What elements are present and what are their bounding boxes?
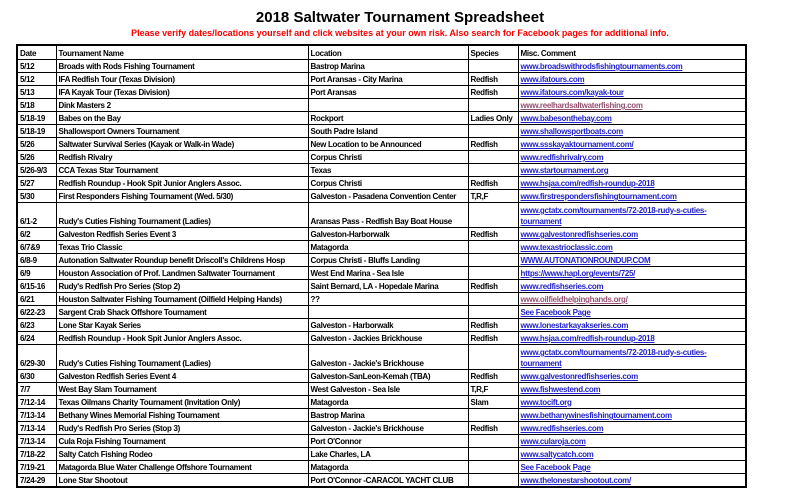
website-link[interactable]: https://www.hapl.org/events/725/ [520,269,636,278]
location-cell: Port O'Connor [308,435,468,448]
table-row [17,138,746,151]
location-cell: Corpus Christi [308,177,468,190]
tournament-name-cell: Texas Trio Classic [56,241,308,254]
comment-cell [518,203,746,228]
table-row [17,306,746,319]
table-row [17,396,746,409]
table-row [17,254,746,267]
comment-cell [518,99,746,112]
location-cell: Bastrop Marina [308,60,468,73]
date-cell: 5/30 [17,190,56,203]
table-row [17,228,746,241]
table-row [17,190,746,203]
species-cell [468,448,518,461]
comment-cell [518,241,746,254]
tournament-name-cell: Rudy's Redfish Pro Series (Stop 2) [56,280,308,293]
comment-cell [518,435,746,448]
tournament-name-cell: Rudy's Cuties Fishing Tournament (Ladies) [56,203,308,228]
location-cell: Galveston - Jackie's Brickhouse [308,422,468,435]
date-cell: 6/2 [17,228,56,241]
website-link[interactable]: www.broadswithrodsfishingtournaments.com [520,62,683,71]
species-cell [468,125,518,138]
species-cell: Redfish [468,370,518,383]
website-link[interactable]: www.startournament.org [520,166,609,175]
date-cell: 5/18-19 [17,125,56,138]
date-cell: 7/19-21 [17,461,56,474]
location-cell: Bastrop Marina [308,409,468,422]
comment-cell [518,306,746,319]
location-cell: Texas [308,164,468,177]
table-row [17,435,746,448]
tournament-name-cell: Lone Star Kayak Series [56,319,308,332]
species-cell [468,203,518,228]
location-cell: Port O'Connor -CARACOL YACHT CLUB [308,474,468,488]
website-link[interactable]: www.redfishseries.com [520,282,604,291]
comment-cell [518,422,746,435]
table-row [17,383,746,396]
tournament-name-cell: Galveston Redfish Series Event 3 [56,228,308,241]
location-cell: Matagorda [308,461,468,474]
species-cell: Redfish [468,319,518,332]
date-cell: 6/7&9 [17,241,56,254]
location-cell: Saint Bernard, LA - Hopedale Marina [308,280,468,293]
date-cell: 6/22-23 [17,306,56,319]
tournament-name-cell: Rudy's Redfish Pro Series (Stop 3) [56,422,308,435]
table-row [17,73,746,86]
tournament-name-cell: Redfish Roundup - Hook Spit Junior Anglers Assoc. [56,332,308,345]
location-cell: Rockport [308,112,468,125]
date-cell: 5/26-9/3 [17,164,56,177]
species-cell [468,435,518,448]
website-link[interactable]: www.reelhardsaltwaterfishing.com [520,101,643,110]
date-cell: 6/15-16 [17,280,56,293]
comment-cell [518,177,746,190]
table-row [17,60,746,73]
table-row [17,422,746,435]
table-row [17,177,746,190]
comment-cell [518,86,746,99]
table-row [17,125,746,138]
date-cell: 5/26 [17,151,56,164]
tournament-name-cell: Lone Star Shootout [56,474,308,488]
website-link[interactable]: www.cularoja.com [520,437,586,446]
species-cell: Redfish [468,177,518,190]
date-cell: 5/26 [17,138,56,151]
tournament-name-cell: Matagorda Blue Water Challenge Offshore Tournament [56,461,308,474]
date-cell: 6/21 [17,293,56,306]
date-cell: 6/8-9 [17,254,56,267]
table-row [17,319,746,332]
species-cell: Redfish [468,332,518,345]
tournament-name-cell: Rudy's Cuties Fishing Tournament (Ladies) [56,345,308,370]
website-link[interactable]: www.hsjaa.com/redfish-roundup-2018 [520,179,655,188]
species-cell [468,254,518,267]
comment-cell [518,332,746,345]
table-row [17,332,746,345]
date-cell: 6/24 [17,332,56,345]
species-cell [468,267,518,280]
table-row [17,448,746,461]
comment-cell [518,280,746,293]
date-cell: 7/13-14 [17,409,56,422]
website-link[interactable]: www.gctatx.com/tournaments/72-2018-rudy-s-cuties-tournament [520,348,707,368]
date-cell: 7/18-22 [17,448,56,461]
comment-cell [518,60,746,73]
date-cell: 5/12 [17,73,56,86]
table-row [17,112,746,125]
tournament-name-cell: Autonation Saltwater Roundup benefit Driscoll's Childrens Hosp [56,254,308,267]
website-link[interactable]: www.galvestonredfishseries.com [520,372,638,381]
tournament-name-cell: Cula Roja Fishing Tournament [56,435,308,448]
species-cell [468,474,518,488]
comment-cell [518,448,746,461]
column-header-tournament-name: Tournament Name [56,45,308,60]
tournament-name-cell: Shallowsport Owners Tournament [56,125,308,138]
website-link[interactable]: www.galvestonredfishseries.com [520,230,638,239]
tournament-name-cell: CCA Texas Star Tournament [56,164,308,177]
tournament-name-cell: IFA Kayak Tour (Texas Division) [56,86,308,99]
location-cell: Matagorda [308,241,468,254]
tournament-name-cell: Broads with Rods Fishing Tournament [56,60,308,73]
date-cell: 6/9 [17,267,56,280]
tournament-name-cell: Bethany Wines Memorial Fishing Tournament [56,409,308,422]
comment-cell [518,319,746,332]
date-cell: 7/13-14 [17,422,56,435]
tournament-name-cell: Houston Association of Prof. Landmen Saltwater Tournament [56,267,308,280]
column-header-species: Species [468,45,518,60]
date-cell: 7/7 [17,383,56,396]
website-link[interactable]: www.texastrioclassic.com [520,243,613,252]
location-cell: Galveston - Harborwalk [308,319,468,332]
tournament-name-cell: Dink Masters 2 [56,99,308,112]
location-cell: ?? [308,293,468,306]
website-link[interactable]: www.ifatours.com [520,75,585,84]
location-cell [308,99,468,112]
table-row [17,241,746,254]
website-link[interactable]: www.saltycatch.com [520,450,594,459]
comment-cell [518,267,746,280]
tournament-name-cell: First Responders Fishing Tournament (Wed. 5/30) [56,190,308,203]
comment-cell [518,125,746,138]
website-link[interactable]: www.firstrespondersfishingtournament.com [520,192,677,201]
tournament-name-cell: Salty Catch Fishing Rodeo [56,448,308,461]
species-cell [468,461,518,474]
location-cell: Galveston-SanLeon-Kemah (TBA) [308,370,468,383]
website-link[interactable]: www.shallowsportboats.com [520,127,623,136]
table-row [17,409,746,422]
warning-text: Please verify dates/locations yourself and click websites at your own risk. Also search for Facebook pages for additional info. [131,28,669,38]
location-cell: South Padre Island [308,125,468,138]
comment-cell [518,409,746,422]
species-cell: T,R,F [468,190,518,203]
location-cell: Corpus Christi - Bluffs Landing [308,254,468,267]
species-cell [468,345,518,370]
table-row [17,474,746,488]
table-row [17,99,746,112]
comment-cell [518,293,746,306]
date-cell: 5/13 [17,86,56,99]
species-cell: Redfish [468,138,518,151]
location-cell: Port Aransas - City Marina [308,73,468,86]
table-row [17,203,746,228]
website-link[interactable]: www.redfishseries.com [520,424,604,433]
date-cell: 5/18 [17,99,56,112]
website-link[interactable]: www.ifatours.com/kayak-tour [520,88,624,97]
location-cell: New Location to be Announced [308,138,468,151]
comment-cell [518,396,746,409]
website-link[interactable]: www.lonestarkayakseries.com [520,321,629,330]
tournament-name-cell: Babes on the Bay [56,112,308,125]
date-cell: 6/23 [17,319,56,332]
tournament-name-cell: Galveston Redfish Series Event 4 [56,370,308,383]
date-cell: 7/13-14 [17,435,56,448]
comment-cell [518,345,746,370]
species-cell [468,293,518,306]
tournament-name-cell: Houston Saltwater Fishing Tournament (Oilfield Helping Hands) [56,293,308,306]
species-cell: Redfish [468,280,518,293]
species-cell [468,151,518,164]
tournament-name-cell: IFA Redfish Tour (Texas Division) [56,73,308,86]
column-header-location: Location [308,45,468,60]
table-row [17,151,746,164]
location-cell: Galveston - Pasadena Convention Center [308,190,468,203]
tournament-name-cell: Saltwater Survival Series (Kayak or Walk-in Wade) [56,138,308,151]
tournament-name-cell: Redfish Roundup - Hook Spit Junior Anglers Assoc. [56,177,308,190]
species-cell: Slam [468,396,518,409]
table-row [17,293,746,306]
species-cell [468,99,518,112]
website-link[interactable]: www.bethanywinesfishingtournament.com [520,411,672,420]
website-link[interactable]: www.ssskayaktournament.com/ [520,140,634,149]
species-cell: Redfish [468,422,518,435]
website-link[interactable]: www.tocift.org [520,398,572,407]
species-cell [468,306,518,319]
date-cell: 7/24-29 [17,474,56,488]
website-link[interactable]: WWW.AUTONATIONROUNDUP.COM [520,256,651,265]
location-cell: West Galveston - Sea Isle [308,383,468,396]
table-row [17,164,746,177]
comment-cell [518,151,746,164]
location-cell: Matagorda [308,396,468,409]
date-cell: 5/12 [17,60,56,73]
species-cell [468,60,518,73]
table-row [17,461,746,474]
date-cell: 7/12-14 [17,396,56,409]
comment-cell [518,383,746,396]
comment-cell [518,138,746,151]
website-link[interactable]: www.fishwestend.com [520,385,601,394]
tournament-name-cell: West Bay Slam Tournament [56,383,308,396]
location-cell: Lake Charles, LA [308,448,468,461]
species-cell: Ladies Only [468,112,518,125]
location-cell: Port Aransas [308,86,468,99]
comment-cell [518,474,746,488]
website-link[interactable]: www.redfishrivalry.com [520,153,604,162]
location-cell: Galveston - Jackie's Brickhouse [308,345,468,370]
website-link[interactable]: www.gctatx.com/tournaments/72-2018-rudy-s-cuties-tournament [520,206,707,226]
tournament-name-cell: Sargent Crab Shack Offshore Tournament [56,306,308,319]
date-cell: 5/18-19 [17,112,56,125]
comment-cell [518,254,746,267]
website-link[interactable]: See Facebook Page [520,308,591,317]
website-link[interactable]: www.hsjaa.com/redfish-roundup-2018 [520,334,655,343]
table-row [17,280,746,293]
comment-cell [518,112,746,125]
location-cell [308,306,468,319]
table-row [17,267,746,280]
date-cell: 6/1-2 [17,203,56,228]
table-row [17,370,746,383]
website-link[interactable]: www.babesonthebay.com [520,114,612,123]
location-cell: Corpus Christi [308,151,468,164]
tournament-table [16,44,747,488]
location-cell: Galveston - Jackies Brickhouse [308,332,468,345]
date-cell: 6/30 [17,370,56,383]
species-cell: Redfish [468,86,518,99]
header-row [17,45,746,60]
comment-cell [518,73,746,86]
website-link[interactable]: www.thelonestarshootout.com/ [520,476,631,485]
comment-cell [518,164,746,177]
column-header-misc-comment: Misc. Comment [518,45,746,60]
table-row [17,86,746,99]
tournament-name-cell: Redfish Rivalry [56,151,308,164]
species-cell: T,R,F [468,383,518,396]
comment-cell [518,370,746,383]
species-cell [468,164,518,177]
location-cell: West End Marina - Sea Isle [308,267,468,280]
date-cell: 6/29-30 [17,345,56,370]
comment-cell [518,461,746,474]
location-cell: Aransas Pass - Redfish Bay Boat House [308,203,468,228]
tournament-name-cell: Texas Oilmans Charity Tournament (Invitation Only) [56,396,308,409]
species-cell: Redfish [468,73,518,86]
column-header-date: Date [17,45,56,60]
species-cell [468,409,518,422]
species-cell [468,241,518,254]
table-row [17,345,746,370]
species-cell: Redfish [468,228,518,241]
location-cell: Galveston-Harborwalk [308,228,468,241]
website-link[interactable]: See Facebook Page [520,463,591,472]
website-link[interactable]: www.oilfieldhelpinghands.org/ [520,295,628,304]
comment-cell [518,190,746,203]
date-cell: 5/27 [17,177,56,190]
comment-cell [518,228,746,241]
page-title: 2018 Saltwater Tournament Spreadsheet [255,9,545,26]
